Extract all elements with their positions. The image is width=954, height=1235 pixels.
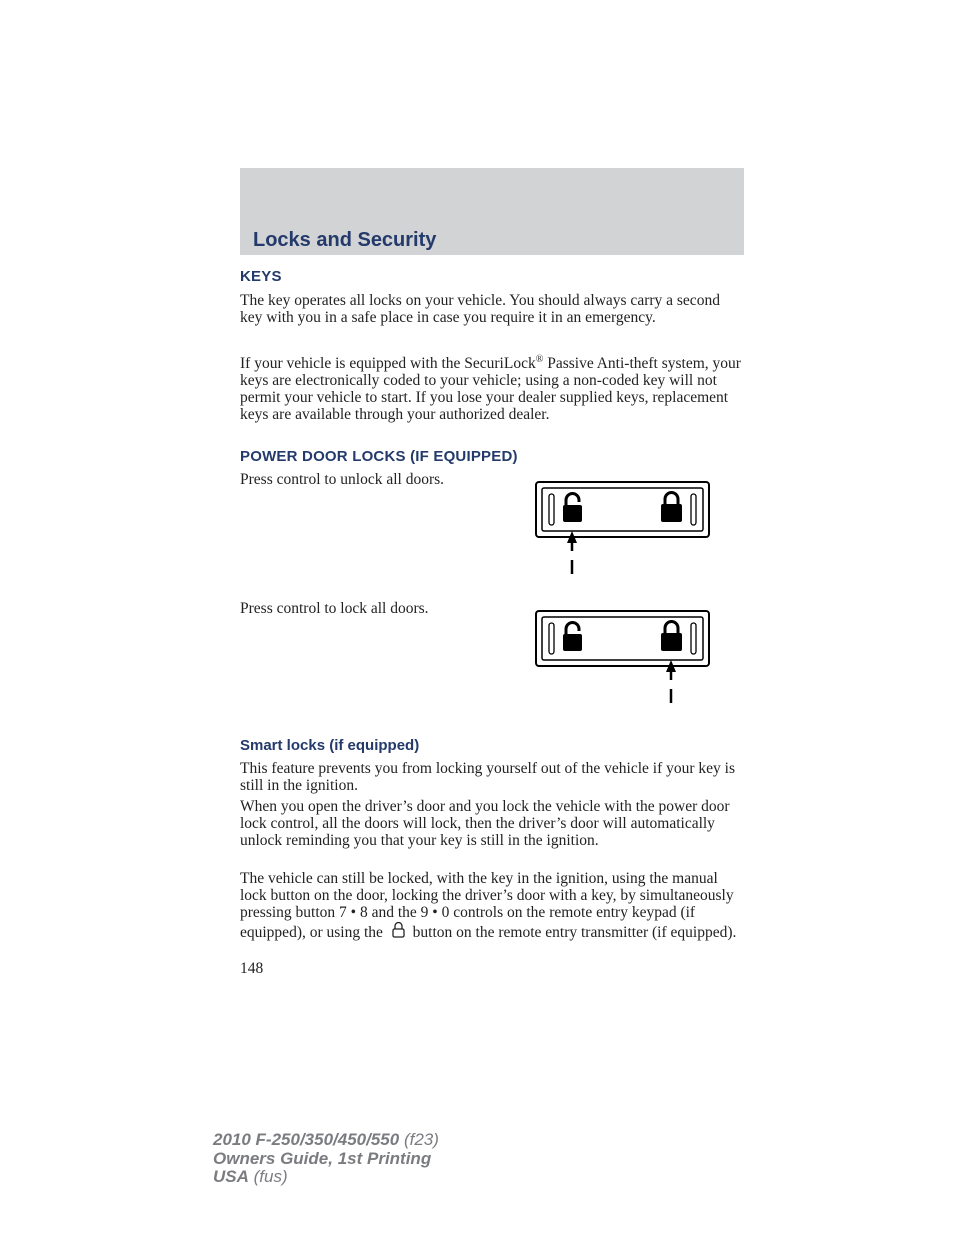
keys-heading: KEYS <box>240 268 282 285</box>
locked-padlock-icon <box>661 622 682 652</box>
lock-instruction: Press control to lock all doors. <box>240 600 429 617</box>
section-header-band <box>240 168 744 255</box>
smart-locks-paragraph-2: When you open the driver’s door and you lock the vehicle with the power door lock control, all the doors will lock, then the driver’s door will automatically unlock reminding you that your key is still in the ignition. <box>240 798 730 849</box>
page-number: 148 <box>240 960 264 977</box>
lock-control-diagram <box>535 610 710 705</box>
unlock-instruction: Press control to unlock all doors. <box>240 471 445 488</box>
keys-paragraph-1: The key operates all locks on your vehicle. You should always carry a second key with you in a safe place in case you require it in an emergency. <box>240 292 720 326</box>
footer-line-1: 2010 F-250/350/450/550 (f23) <box>213 1130 439 1149</box>
unlock-control-diagram <box>535 481 710 576</box>
section-title: Locks and Security <box>253 229 437 251</box>
power-locks-heading: POWER DOOR LOCKS (IF EQUIPPED) <box>240 448 518 465</box>
smart-locks-heading: Smart locks (if equipped) <box>240 737 420 754</box>
unlocked-padlock-icon <box>563 623 582 652</box>
document-footer <box>213 1131 439 1187</box>
smart-locks-paragraph-1: This feature prevents you from locking yourself out of the vehicle if your key is still in the ignition. <box>240 760 736 794</box>
locked-padlock-icon <box>661 493 682 523</box>
footer-line-2: Owners Guide, 1st Printing <box>213 1148 432 1168</box>
footer-line-3: USA (fus) <box>213 1167 288 1186</box>
lock-icon <box>387 921 409 939</box>
smart-locks-paragraph-3: The vehicle can still be locked, with the key in the ignition, using the manual lock button on the door, locking the driver’s door with a key, by simultaneously pressing button 7 • 8 and the 9 • 0 controls on the remote entry keypad (if equipped), or using the button on the remote entry transmitter (if equipped). <box>240 870 737 942</box>
keys-paragraph-2: If your vehicle is equipped with the SecuriLock® Passive Anti-theft system, your keys are electronically coded to your vehicle; using a non-coded key will not permit your vehicle to start. If you lose your dealer supplied keys, replacement keys are available through your authorized dealer. <box>240 354 741 423</box>
unlocked-padlock-icon <box>563 494 582 523</box>
